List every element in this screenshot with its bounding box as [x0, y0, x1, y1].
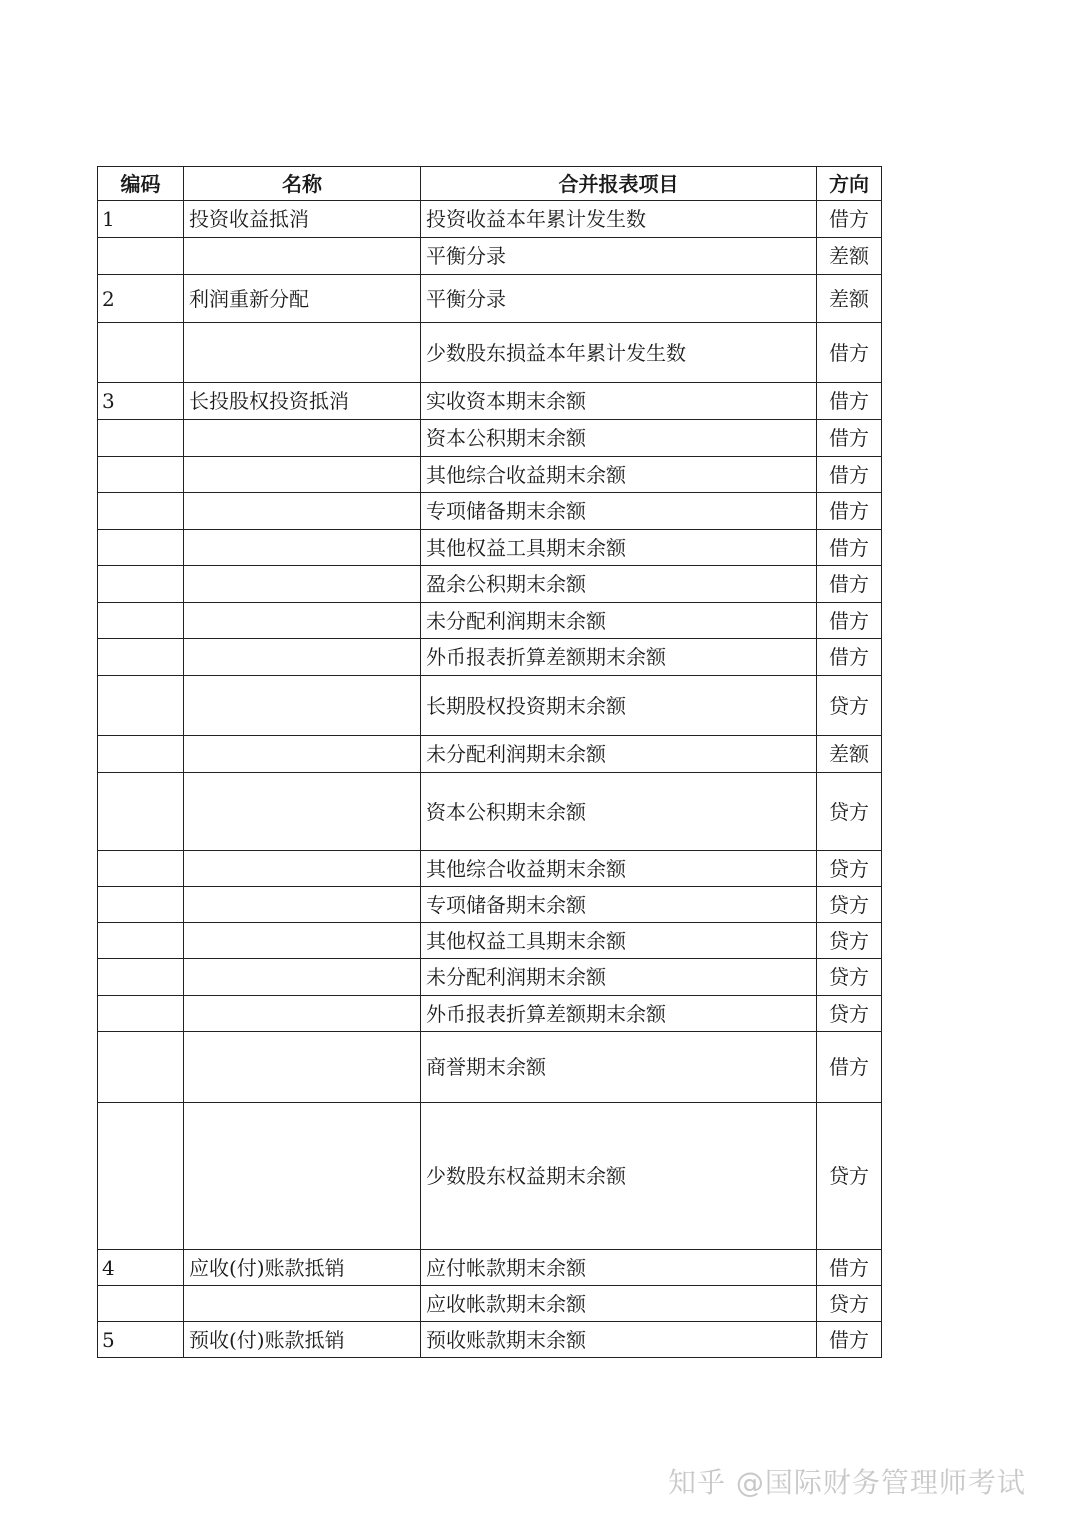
cell-item: 专项储备期末余额 [421, 887, 817, 923]
table-body [98, 201, 882, 1358]
cell-code [98, 323, 184, 383]
cell-direction: 借方 [817, 1322, 882, 1358]
cell-name [184, 996, 421, 1032]
cell-item: 盈余公积期末余额 [421, 566, 817, 603]
cell-code [98, 1032, 184, 1103]
cell-name: 投资收益抵消 [184, 201, 421, 238]
cell-code [98, 639, 184, 676]
cell-code [98, 566, 184, 603]
cell-direction: 借方 [817, 1032, 882, 1103]
cell-code: 1 [98, 201, 184, 238]
table-row [98, 887, 882, 923]
table-header-row [98, 167, 882, 201]
table-row [98, 1103, 882, 1250]
cell-direction: 借方 [817, 383, 882, 420]
cell-item: 未分配利润期末余额 [421, 959, 817, 996]
cell-item: 实收资本期末余额 [421, 383, 817, 420]
table-row [98, 1322, 882, 1358]
cell-direction: 贷方 [817, 1286, 882, 1322]
table-row [98, 773, 882, 851]
cell-code [98, 493, 184, 530]
cell-code [98, 603, 184, 639]
cell-name: 应收(付)账款抵销 [184, 1250, 421, 1286]
cell-name [184, 457, 421, 493]
table-row [98, 676, 882, 736]
cell-direction: 借方 [817, 457, 882, 493]
cell-name [184, 566, 421, 603]
table-row [98, 201, 882, 238]
cell-direction: 贷方 [817, 996, 882, 1032]
table-row [98, 1250, 882, 1286]
table-row [98, 457, 882, 493]
cell-code [98, 736, 184, 773]
table-row [98, 639, 882, 676]
table-row [98, 238, 882, 275]
table-row [98, 736, 882, 773]
cell-item: 其他综合收益期末余额 [421, 457, 817, 493]
cell-item: 其他综合收益期末余额 [421, 851, 817, 887]
cell-direction: 贷方 [817, 676, 882, 736]
cell-name [184, 603, 421, 639]
table-row [98, 996, 882, 1032]
cell-code: 2 [98, 275, 184, 323]
cell-code [98, 959, 184, 996]
cell-code [98, 851, 184, 887]
cell-direction: 贷方 [817, 1103, 882, 1250]
cell-name [184, 323, 421, 383]
cell-item: 少数股东权益期末余额 [421, 1103, 817, 1250]
cell-code: 4 [98, 1250, 184, 1286]
cell-direction: 差额 [817, 238, 882, 275]
cell-direction: 借方 [817, 493, 882, 530]
cell-code: 5 [98, 1322, 184, 1358]
cell-item: 外币报表折算差额期末余额 [421, 639, 817, 676]
cell-code [98, 530, 184, 566]
cell-name [184, 639, 421, 676]
cell-direction: 借方 [817, 323, 882, 383]
cell-name [184, 1032, 421, 1103]
cell-name [184, 773, 421, 851]
cell-item: 其他权益工具期末余额 [421, 530, 817, 566]
cell-code [98, 1103, 184, 1250]
cell-name: 长投股权投资抵消 [184, 383, 421, 420]
cell-name [184, 1103, 421, 1250]
cell-item: 商誉期末余额 [421, 1032, 817, 1103]
table-row [98, 923, 882, 959]
cell-name: 利润重新分配 [184, 275, 421, 323]
cell-item: 资本公积期末余额 [421, 420, 817, 457]
cell-code [98, 457, 184, 493]
table-row [98, 275, 882, 323]
cell-item: 长期股权投资期末余额 [421, 676, 817, 736]
cell-item: 未分配利润期末余额 [421, 603, 817, 639]
table-row [98, 530, 882, 566]
cell-direction: 借方 [817, 201, 882, 238]
table-row [98, 323, 882, 383]
cell-item: 专项储备期末余额 [421, 493, 817, 530]
cell-code [98, 887, 184, 923]
cell-item: 预收账款期末余额 [421, 1322, 817, 1358]
cell-direction: 借方 [817, 530, 882, 566]
cell-direction: 差额 [817, 736, 882, 773]
table-row [98, 959, 882, 996]
table-row [98, 420, 882, 457]
cell-item: 外币报表折算差额期末余额 [421, 996, 817, 1032]
cell-item: 平衡分录 [421, 238, 817, 275]
cell-direction: 贷方 [817, 851, 882, 887]
watermark-text: 知乎 @国际财务管理师考试 [668, 1466, 1026, 1499]
cell-direction: 借方 [817, 1250, 882, 1286]
cell-direction: 借方 [817, 603, 882, 639]
cell-direction: 贷方 [817, 773, 882, 851]
cell-code [98, 773, 184, 851]
cell-direction: 借方 [817, 639, 882, 676]
cell-name [184, 959, 421, 996]
cell-name [184, 530, 421, 566]
cell-name [184, 238, 421, 275]
cell-name [184, 851, 421, 887]
cell-name [184, 887, 421, 923]
cell-code [98, 676, 184, 736]
cell-code [98, 923, 184, 959]
header-direction: 方向 [817, 167, 882, 201]
cell-direction: 贷方 [817, 923, 882, 959]
cell-item: 其他权益工具期末余额 [421, 923, 817, 959]
cell-name [184, 736, 421, 773]
cell-item: 投资收益本年累计发生数 [421, 201, 817, 238]
header-item: 合并报表项目 [421, 167, 817, 201]
header-name: 名称 [184, 167, 421, 201]
cell-direction: 差额 [817, 275, 882, 323]
table-row [98, 1032, 882, 1103]
cell-name [184, 493, 421, 530]
cell-name [184, 676, 421, 736]
cell-direction: 借方 [817, 566, 882, 603]
cell-code [98, 1286, 184, 1322]
cell-code [98, 420, 184, 457]
cell-item: 应付帐款期末余额 [421, 1250, 817, 1286]
cell-item: 应收帐款期末余额 [421, 1286, 817, 1322]
cell-name [184, 923, 421, 959]
header-code: 编码 [98, 167, 184, 201]
table-row [98, 851, 882, 887]
table-row [98, 603, 882, 639]
table-row [98, 493, 882, 530]
cell-name [184, 1286, 421, 1322]
cell-item: 少数股东损益本年累计发生数 [421, 323, 817, 383]
cell-item: 资本公积期末余额 [421, 773, 817, 851]
cell-item: 未分配利润期末余额 [421, 736, 817, 773]
table-row [98, 1286, 882, 1322]
cell-code [98, 238, 184, 275]
cell-code [98, 996, 184, 1032]
table-row [98, 383, 882, 420]
cell-direction: 借方 [817, 420, 882, 457]
cell-direction: 贷方 [817, 887, 882, 923]
table-row [98, 566, 882, 603]
cell-name: 预收(付)账款抵销 [184, 1322, 421, 1358]
cell-code: 3 [98, 383, 184, 420]
consolidation-table [97, 166, 882, 1358]
cell-name [184, 420, 421, 457]
cell-direction: 贷方 [817, 959, 882, 996]
cell-item: 平衡分录 [421, 275, 817, 323]
